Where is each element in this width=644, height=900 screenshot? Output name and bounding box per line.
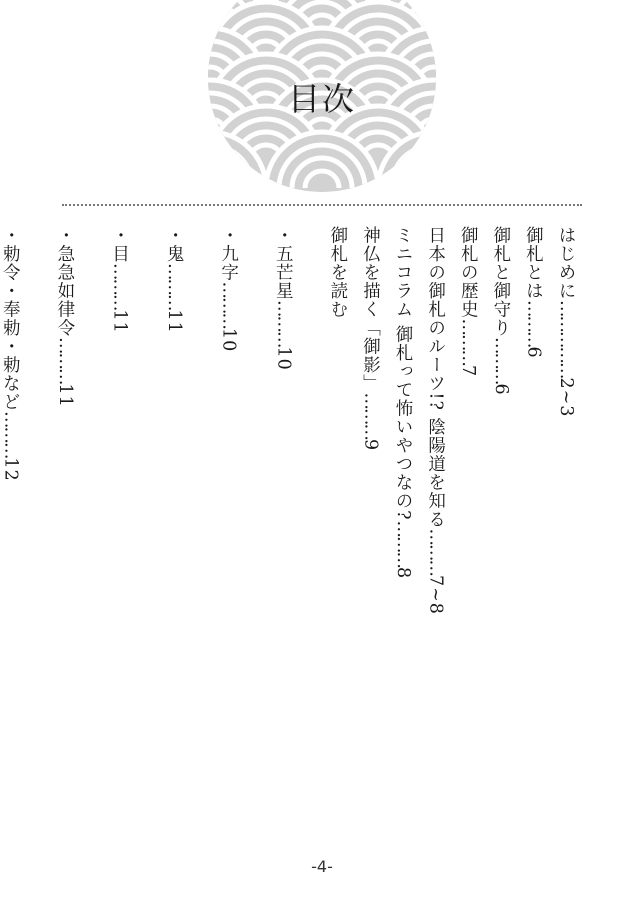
toc-entry-label: ・九字 [218, 226, 239, 282]
toc-entry-page: 6 [523, 346, 544, 359]
toc-entry-label: ・急急如律令 [54, 226, 75, 337]
toc-entry-page: 6 [490, 383, 511, 396]
toc-entry-page: 9 [360, 439, 381, 452]
toc-entry-page: 11 [109, 309, 130, 334]
toc-leader-dots: ……… [523, 300, 544, 347]
page-number: -4- [311, 857, 333, 876]
toc-entry [386, 226, 419, 786]
toc-leader-dots: ……… [109, 263, 130, 310]
toc-entry-label: ・鬼 [164, 226, 185, 263]
toc-entry-page: 7 [458, 365, 479, 378]
toc-entry-label: はじめに [556, 226, 576, 300]
toc-entry-page: 11 [54, 383, 75, 408]
toc-entry [354, 226, 387, 786]
toc-entry [157, 226, 212, 786]
toc-leader-dots: ……… [425, 528, 446, 575]
toc-leader-dots: ……… [393, 520, 414, 567]
dotted-divider [62, 204, 582, 206]
toc-entry-label: 御札とは [523, 226, 544, 300]
toc-entry [452, 226, 485, 786]
toc-entry-label: 御札の歴史 [458, 226, 479, 319]
toc-leader-dots: ……… [218, 281, 239, 328]
toc-leader-dots: ……… [164, 263, 185, 310]
toc-entry [267, 226, 322, 786]
toc-leader-dots: ……… [0, 411, 21, 458]
toc-leader-dots: ……… [458, 318, 479, 365]
toc-entry [549, 226, 582, 786]
toc-entry-label: 御札を読む [327, 226, 348, 319]
toc-entry-page: 2~3 [556, 377, 576, 418]
toc-entry-label: ・目 [109, 226, 130, 263]
toc-entry-page: 10 [218, 328, 239, 353]
toc-entry-page: 12 [0, 457, 21, 482]
table-of-contents [0, 226, 582, 786]
toc-entry-label: ミニコラム 御札って怖いやつなの? [393, 226, 414, 521]
toc-entry-label: ・勅令・奉勅・勅など [0, 226, 21, 411]
toc-leader-dots: …………… [556, 300, 576, 378]
toc-entry [103, 226, 158, 786]
toc-entry [517, 226, 550, 786]
toc-entry [419, 226, 452, 786]
toc-entry [484, 226, 517, 786]
toc-leader-dots: ……… [360, 392, 381, 439]
toc-leader-dots: ……… [54, 337, 75, 384]
page-title: 目次 [287, 80, 356, 118]
toc-entry-page: 7~8 [425, 574, 446, 615]
toc-entry-page: 11 [164, 309, 185, 334]
toc-entry-label: 御札と御守り [490, 226, 511, 337]
toc-entry [0, 226, 48, 786]
toc-leader-dots: ……… [490, 337, 511, 384]
toc-entry-label: 日本の御札のルーツ!? 陰陽道を知る [425, 226, 446, 529]
toc-entry [321, 226, 354, 786]
toc-entry-label: ・五芒星 [273, 226, 294, 300]
toc-entry-page: 10 [273, 346, 294, 371]
toc-entry-label: 神仏を描く「御影」 [360, 226, 381, 393]
toc-entry-page: 8 [393, 566, 414, 580]
toc-entry [212, 226, 267, 786]
toc-entry [48, 226, 103, 786]
toc-leader-dots: ……… [273, 300, 294, 347]
